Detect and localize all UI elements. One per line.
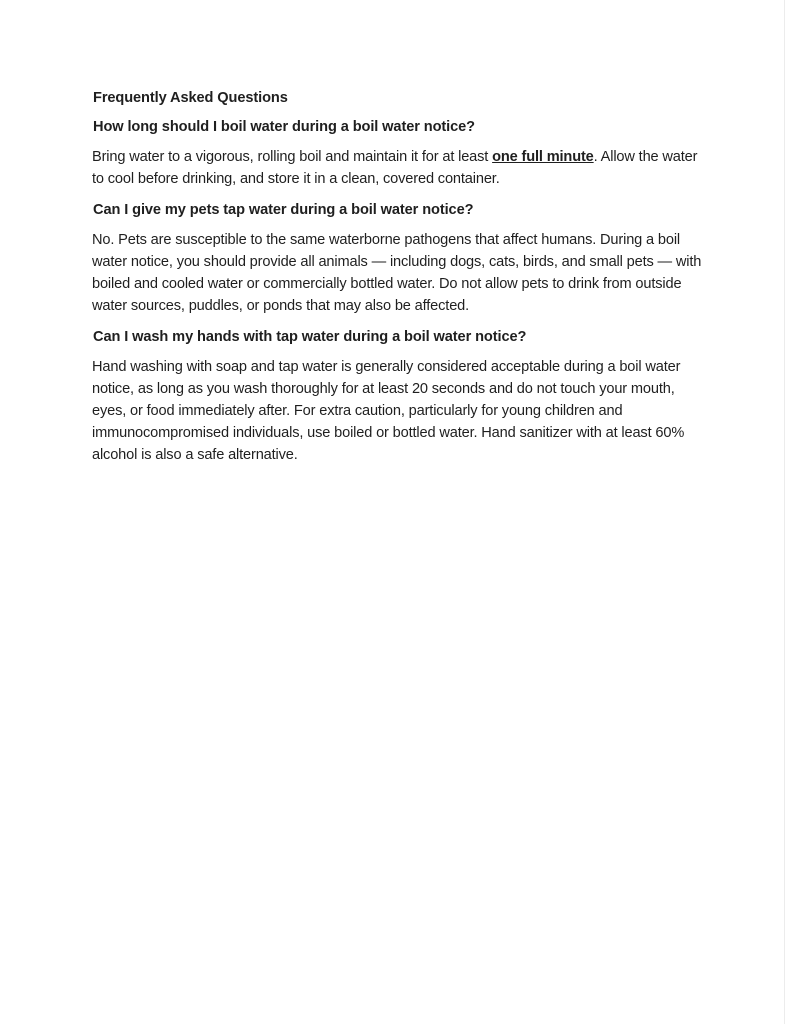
emphasized-duration: one full minute <box>492 149 594 165</box>
answer-text: Bring water to a vigorous, rolling boil and maintain it for at least <box>92 149 493 165</box>
faq-question: How long should I boil water during a boil water notice? <box>93 119 475 135</box>
faq-question: Can I wash my hands with tap water during a boil water notice? <box>93 329 527 345</box>
scan-edge-line <box>784 0 785 1024</box>
faq-question: Can I give my pets tap water during a boil water notice? <box>93 202 474 218</box>
document-page <box>92 90 702 478</box>
faq-answer <box>92 146 702 190</box>
page-title: Frequently Asked Questions <box>93 90 288 106</box>
faq-answer: Hand washing with soap and tap water is generally considered acceptable during a boil water notice, as long as you wash thoroughly for at least 20 seconds and do not touch your mouth, eyes, or food immediately after. For extra caution, particularly for young children and immunocompromised individuals, use boiled or bottled water. Hand sanitizer with at least 60% alcohol is also a safe alternative. <box>92 359 685 463</box>
faq-item-boil-duration <box>92 119 702 190</box>
faq-item-hand-washing <box>92 329 702 466</box>
faq-item-pets <box>92 202 702 317</box>
faq-answer: No. Pets are susceptible to the same waterborne pathogens that affect humans. During a boil water notice, you should provide all animals — including dogs, cats, birds, and small pets — with boiled and cooled water or commercially bottled water. Do not allow pets to drink from outside water sources, puddles, or ponds that may also be affected. <box>92 232 702 314</box>
answer-text: . Allow the water to cool before drinking, and store it in a clean, covered container. <box>92 149 698 187</box>
